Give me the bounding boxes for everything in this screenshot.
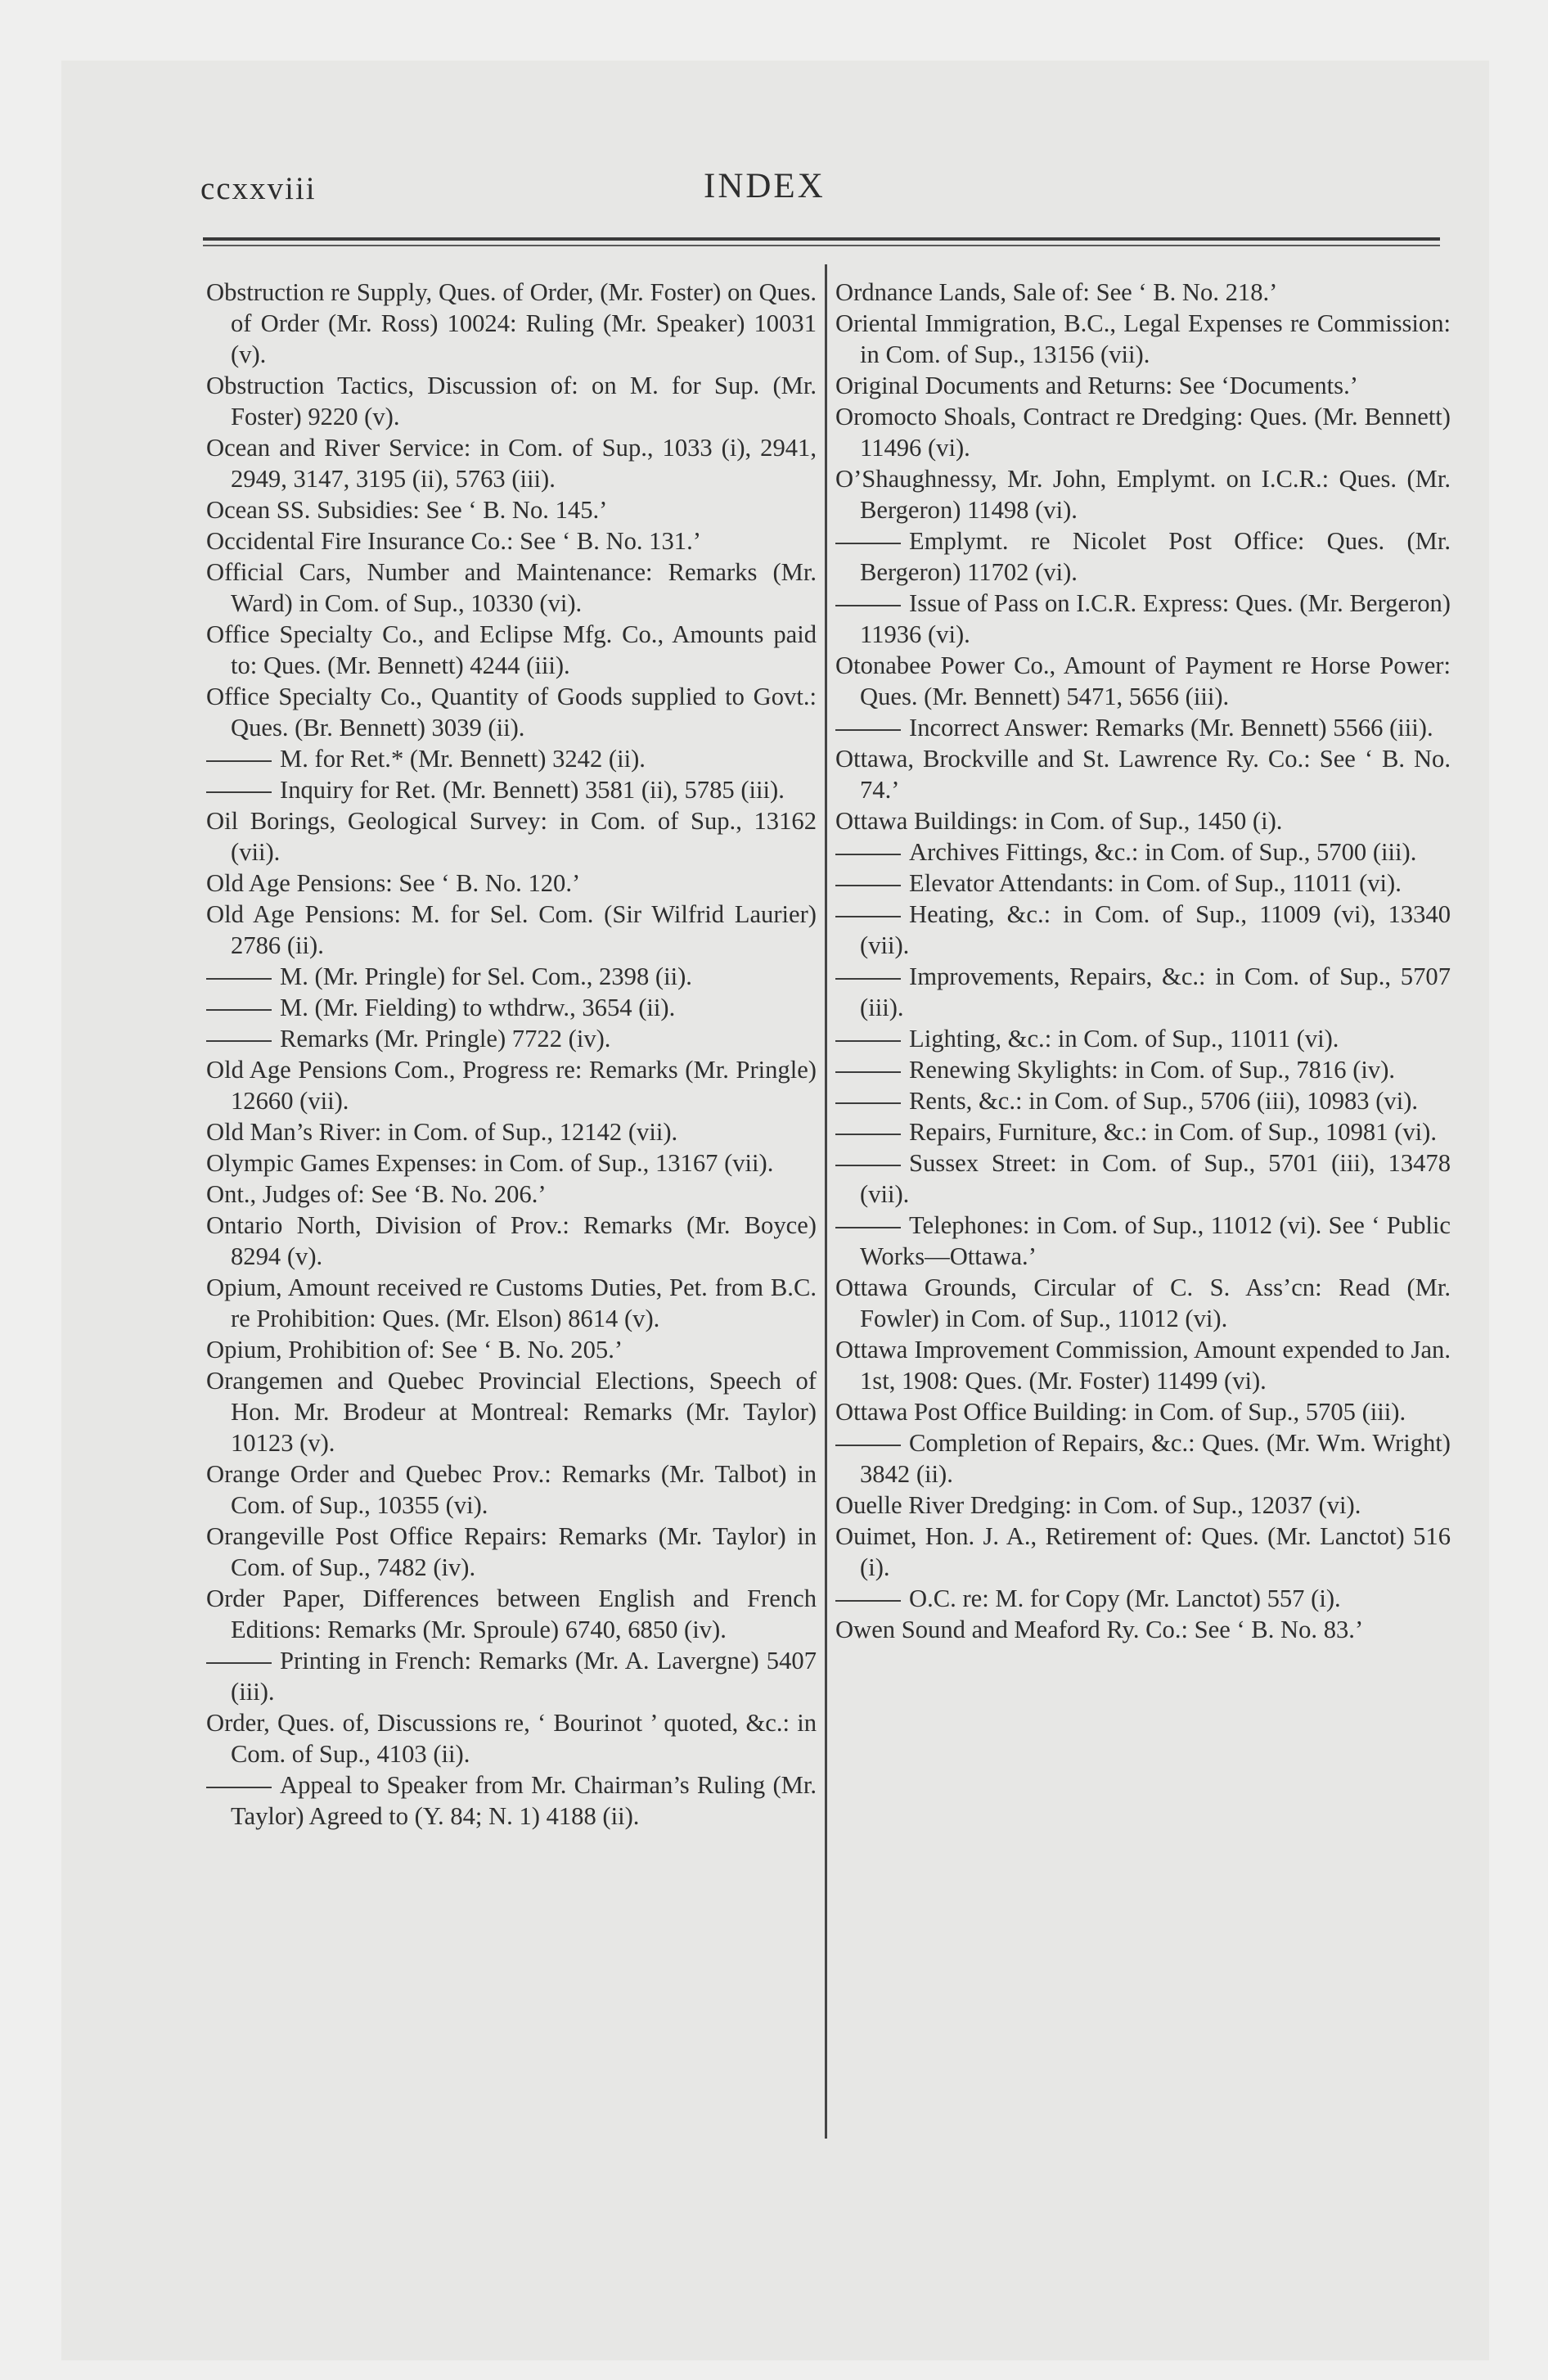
entry-text: Ottawa Buildings: in Com. of Sup., 1450 (i). (835, 807, 1283, 835)
continuation-dash (206, 978, 272, 980)
index-entry (835, 1396, 1451, 1427)
index-entry (206, 681, 817, 743)
index-subentry (206, 992, 817, 1023)
entry-text: Obstruction re Supply, Ques. of Order, (Mr. Foster) on Ques. of Order (Mr. Ross) 10024: Ruling (Mr. Speaker) 10031 (v). (206, 278, 817, 368)
continuation-dash (206, 791, 272, 793)
index-subentry (835, 836, 1451, 868)
entry-text: Emplymt. re Nicolet Post Office: Ques. (Mr. Bergeron) 11702 (vi). (860, 527, 1451, 586)
index-subentry (835, 588, 1451, 650)
entry-text: Ocean and River Service: in Com. of Sup., 1033 (i), 2941, 2949, 3147, 3195 (ii), 5763 (iii). (206, 434, 817, 493)
index-entry (835, 805, 1451, 836)
index-entry (206, 1116, 817, 1147)
continuation-dash (835, 1445, 901, 1446)
index-entry (206, 1147, 817, 1179)
index-subentry (835, 525, 1451, 588)
index-entry (835, 1521, 1451, 1583)
index-entry (206, 868, 817, 899)
entry-text: O’Shaughnessy, Mr. John, Emplymt. on I.C.R.: Ques. (Mr. Bergeron) 11498 (vi). (835, 465, 1451, 524)
entry-text: Elevator Attendants: in Com. of Sup., 11011 (vi). (909, 869, 1402, 897)
index-subentry (835, 1054, 1451, 1085)
entry-text: Ottawa Grounds, Circular of C. S. Ass’cn: Read (Mr. Fowler) in Com. of Sup., 11012 (vi). (835, 1273, 1451, 1332)
index-entry (835, 463, 1451, 525)
continuation-dash (835, 729, 901, 731)
entry-text: Sussex Street: in Com. of Sup., 5701 (iii), 13478 (vii). (860, 1149, 1451, 1208)
index-entry (206, 805, 817, 868)
entry-text: Ottawa Improvement Commission, Amount expended to Jan. 1st, 1908: Ques. (Mr. Foster) 11499 (vi). (835, 1336, 1451, 1395)
entry-text: Office Specialty Co., and Eclipse Mfg. Co., Amounts paid to: Ques. (Mr. Bennett) 4244 (iii). (206, 620, 817, 679)
entry-text: Old Age Pensions Com., Progress re: Remarks (Mr. Pringle) 12660 (vii). (206, 1056, 817, 1115)
index-entry (206, 1365, 817, 1458)
entry-text: Original Documents and Returns: See ‘Documents.’ (835, 372, 1358, 399)
index-entry (206, 1583, 817, 1645)
index-entry (835, 1272, 1451, 1334)
header-rule-thin (203, 245, 1440, 246)
index-column-left (206, 277, 817, 1832)
index-entry (206, 1458, 817, 1521)
index-subentry (206, 774, 817, 805)
entry-text: Heating, &c.: in Com. of Sup., 11009 (vi), 13340 (vii). (860, 900, 1451, 959)
index-subentry (835, 1023, 1451, 1054)
index-subentry (835, 1085, 1451, 1116)
continuation-dash (835, 885, 901, 886)
entry-text: Orange Order and Quebec Prov.: Remarks (Mr. Talbot) in Com. of Sup., 10355 (vi). (206, 1460, 817, 1519)
index-entry (206, 494, 817, 525)
index-entry (835, 743, 1451, 805)
index-subentry (835, 1116, 1451, 1147)
entry-text: O.C. re: M. for Copy (Mr. Lanctot) 557 (i). (909, 1584, 1341, 1612)
index-subentry (835, 1583, 1451, 1614)
continuation-dash (206, 1009, 272, 1011)
entry-text: Appeal to Speaker from Mr. Chairman’s Ruling (Mr. Taylor) Agreed to (Y. 84; N. 1) 4188 (ii). (231, 1771, 817, 1830)
index-entry (206, 1210, 817, 1272)
continuation-dash (835, 916, 901, 917)
index-entry (835, 1614, 1451, 1645)
continuation-dash (206, 760, 272, 762)
entry-text: Oromocto Shoals, Contract re Dredging: Ques. (Mr. Bennett) 11496 (vi). (835, 403, 1451, 462)
entry-text: Ouimet, Hon. J. A., Retirement of: Ques. (Mr. Lanctot) 516 (i). (835, 1522, 1451, 1581)
index-entry (206, 1054, 817, 1116)
continuation-dash (835, 1600, 901, 1602)
entry-text: Printing in French: Remarks (Mr. A. Lavergne) 5407 (iii). (231, 1647, 817, 1706)
entry-text: Incorrect Answer: Remarks (Mr. Bennett) 5566 (iii). (909, 714, 1433, 741)
continuation-dash (835, 978, 901, 980)
entry-text: Order Paper, Differences between English and French Editions: Remarks (Mr. Sproule) 6740, 6850 (iv). (206, 1584, 817, 1643)
index-entry (206, 525, 817, 557)
continuation-dash (835, 605, 901, 606)
index-entry (206, 557, 817, 619)
entry-text: Repairs, Furniture, &c.: in Com. of Sup., 10981 (vi). (909, 1118, 1437, 1146)
continuation-dash (835, 1227, 901, 1228)
index-entry (835, 370, 1451, 401)
entry-text: Issue of Pass on I.C.R. Express: Ques. (Mr. Bergeron) 11936 (vi). (860, 589, 1451, 648)
index-subentry (206, 1645, 817, 1707)
entry-text: M. for Ret.* (Mr. Bennett) 3242 (ii). (280, 745, 646, 773)
index-entry (206, 277, 817, 370)
index-subentry (835, 1147, 1451, 1210)
index-subentry (835, 899, 1451, 961)
entry-text: Olympic Games Expenses: in Com. of Sup., 13167 (vii). (206, 1149, 774, 1177)
entry-text: Order, Ques. of, Discussions re, ‘ Bourinot ’ quoted, &c.: in Com. of Sup., 4103 (ii). (206, 1709, 817, 1768)
entry-text: Old Age Pensions: See ‘ B. No. 120.’ (206, 869, 581, 897)
index-subentry (206, 961, 817, 992)
continuation-dash (835, 1165, 901, 1166)
entry-text: Ontario North, Division of Prov.: Remarks (Mr. Boyce) 8294 (v). (206, 1211, 817, 1270)
index-entry (206, 1521, 817, 1583)
entry-text: Occidental Fire Insurance Co.: See ‘ B. No. 131.’ (206, 527, 701, 555)
page-number: ccxxviii (200, 171, 317, 206)
entry-text: Opium, Prohibition of: See ‘ B. No. 205.’ (206, 1336, 623, 1364)
index-entry (206, 899, 817, 961)
entry-text: Old Age Pensions: M. for Sel. Com. (Sir Wilfrid Laurier) 2786 (ii). (206, 900, 817, 959)
entry-text: Ont., Judges of: See ‘B. No. 206.’ (206, 1180, 547, 1208)
index-entry (206, 1334, 817, 1365)
entry-text: Old Man’s River: in Com. of Sup., 12142 (vii). (206, 1118, 678, 1146)
index-entry (206, 1272, 817, 1334)
index-subentry (835, 712, 1451, 743)
column-divider (825, 264, 827, 2139)
index-entry (206, 370, 817, 432)
entry-text: Archives Fittings, &c.: in Com. of Sup., 5700 (iii). (909, 838, 1417, 866)
continuation-dash (835, 854, 901, 855)
entry-text: Remarks (Mr. Pringle) 7722 (iv). (280, 1025, 611, 1053)
entry-text: Ouelle River Dredging: in Com. of Sup., 12037 (vi). (835, 1491, 1361, 1519)
entry-text: Ottawa, Brockville and St. Lawrence Ry. Co.: See ‘ B. No. 74.’ (835, 745, 1451, 804)
entry-text: Rents, &c.: in Com. of Sup., 5706 (iii), 10983 (vi). (909, 1087, 1419, 1115)
entry-text: Opium, Amount received re Customs Duties, Pet. from B.C. re Prohibition: Ques. (Mr. Elson) 8614 (v). (206, 1273, 817, 1332)
continuation-dash (206, 1040, 272, 1042)
continuation-dash (835, 543, 901, 544)
entry-text: M. (Mr. Pringle) for Sel. Com., 2398 (ii). (280, 962, 692, 990)
index-subentry (835, 961, 1451, 1023)
index-entry (835, 308, 1451, 370)
entry-text: Orangeville Post Office Repairs: Remarks (Mr. Taylor) in Com. of Sup., 7482 (iv). (206, 1522, 817, 1581)
entry-text: M. (Mr. Fielding) to wthdrw., 3654 (ii). (280, 994, 676, 1021)
continuation-dash (206, 1787, 272, 1788)
entry-text: Ottawa Post Office Building: in Com. of Sup., 5705 (iii). (835, 1398, 1406, 1426)
entry-text: Ordnance Lands, Sale of: See ‘ B. No. 218.’ (835, 278, 1278, 306)
index-entry (835, 277, 1451, 308)
index-entry (206, 1179, 817, 1210)
entry-text: Obstruction Tactics, Discussion of: on M. for Sup. (Mr. Foster) 9220 (v). (206, 372, 817, 430)
page-title: INDEX (704, 167, 826, 205)
entry-text: Telephones: in Com. of Sup., 11012 (vi). See ‘ Public Works—Ottawa.’ (860, 1211, 1451, 1270)
entry-text: Owen Sound and Meaford Ry. Co.: See ‘ B. No. 83.’ (835, 1616, 1364, 1643)
entry-text: Otonabee Power Co., Amount of Payment re Horse Power: Ques. (Mr. Bennett) 5471, 5656 (iii). (835, 651, 1451, 710)
index-entry (206, 1707, 817, 1769)
index-subentry (206, 743, 817, 774)
entry-text: Ocean SS. Subsidies: See ‘ B. No. 145.’ (206, 496, 608, 524)
continuation-dash (206, 1662, 272, 1664)
index-entry (206, 432, 817, 494)
entry-text: Lighting, &c.: in Com. of Sup., 11011 (vi). (909, 1025, 1339, 1053)
index-subentry (206, 1023, 817, 1054)
header-rule (203, 237, 1440, 241)
continuation-dash (835, 1134, 901, 1135)
index-subentry (835, 1427, 1451, 1490)
index-entry (835, 1334, 1451, 1396)
entry-text: Oil Borings, Geological Survey: in Com. of Sup., 13162 (vii). (206, 807, 817, 866)
index-entry (835, 401, 1451, 463)
entry-text: Orangemen and Quebec Provincial Elections, Speech of Hon. Mr. Brodeur at Montreal: Remarks (Mr. Taylor) 10123 (v). (206, 1367, 817, 1457)
continuation-dash (835, 1071, 901, 1073)
entry-text: Improvements, Repairs, &c.: in Com. of Sup., 5707 (iii). (860, 962, 1451, 1021)
index-entry (835, 650, 1451, 712)
continuation-dash (835, 1102, 901, 1104)
index-subentry (835, 1210, 1451, 1272)
continuation-dash (835, 1040, 901, 1042)
entry-text: Renewing Skylights: in Com. of Sup., 7816 (iv). (909, 1056, 1396, 1084)
entry-text: Inquiry for Ret. (Mr. Bennett) 3581 (ii), 5785 (iii). (280, 776, 785, 804)
index-entry (206, 619, 817, 681)
index-subentry (206, 1769, 817, 1832)
index-entry (835, 1490, 1451, 1521)
entry-text: Official Cars, Number and Maintenance: Remarks (Mr. Ward) in Com. of Sup., 10330 (vi). (206, 558, 817, 617)
entry-text: Oriental Immigration, B.C., Legal Expenses re Commission: in Com. of Sup., 13156 (vii). (835, 309, 1451, 368)
entry-text: Office Specialty Co., Quantity of Goods supplied to Govt.: Ques. (Br. Bennett) 3039 (ii). (206, 683, 817, 741)
entry-text: Completion of Repairs, &c.: Ques. (Mr. Wm. Wright) 3842 (ii). (860, 1429, 1451, 1488)
index-column-right (835, 277, 1451, 1645)
index-subentry (835, 868, 1451, 899)
